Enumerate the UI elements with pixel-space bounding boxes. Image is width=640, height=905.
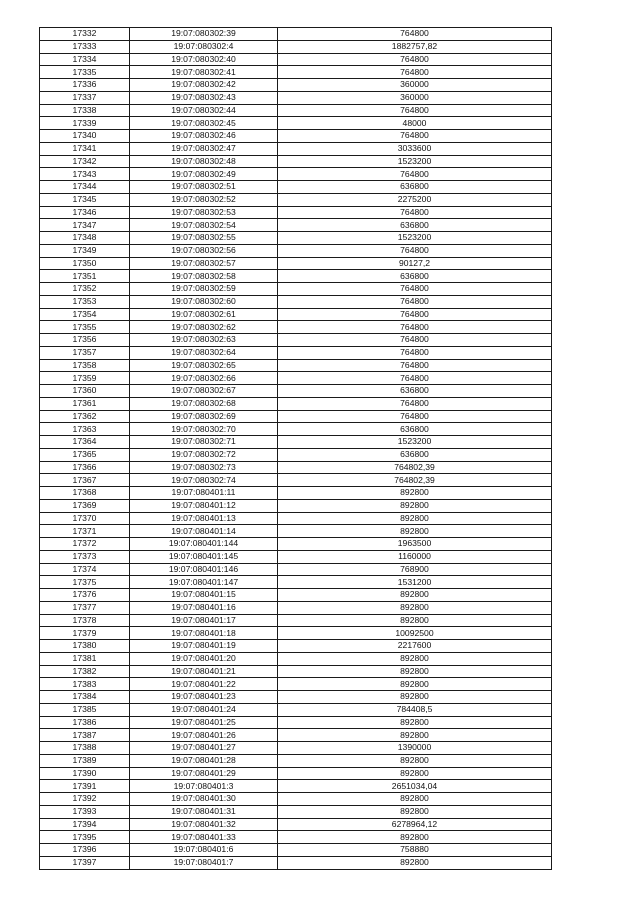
row-number-cell: 17391	[40, 780, 130, 793]
row-number-cell: 17367	[40, 474, 130, 487]
row-number-cell: 17385	[40, 703, 130, 716]
table-body	[40, 28, 552, 870]
cadastral-number-cell: 19:07:080401:29	[130, 767, 278, 780]
value-cell: 892800	[278, 754, 552, 767]
row-number-cell: 17389	[40, 754, 130, 767]
cadastral-number-cell: 19:07:080302:63	[130, 334, 278, 347]
row-number-cell: 17378	[40, 614, 130, 627]
value-cell: 764800	[278, 346, 552, 359]
table-row	[40, 410, 552, 423]
table-row	[40, 716, 552, 729]
cadastral-number-cell: 19:07:080302:52	[130, 193, 278, 206]
value-cell: 764800	[278, 397, 552, 410]
row-number-cell: 17348	[40, 232, 130, 245]
table-row	[40, 244, 552, 257]
row-number-cell: 17340	[40, 130, 130, 143]
value-cell: 48000	[278, 117, 552, 130]
cadastral-number-cell: 19:07:080401:17	[130, 614, 278, 627]
row-number-cell: 17387	[40, 729, 130, 742]
table-row	[40, 53, 552, 66]
row-number-cell: 17344	[40, 181, 130, 194]
row-number-cell: 17395	[40, 831, 130, 844]
value-cell: 10092500	[278, 627, 552, 640]
table-row	[40, 117, 552, 130]
row-number-cell: 17337	[40, 91, 130, 104]
value-cell: 892800	[278, 652, 552, 665]
cadastral-number-cell: 19:07:080401:32	[130, 818, 278, 831]
value-cell: 764802,39	[278, 474, 552, 487]
value-cell: 892800	[278, 767, 552, 780]
cadastral-number-cell: 19:07:080401:15	[130, 589, 278, 602]
cadastral-number-cell: 19:07:080401:20	[130, 652, 278, 665]
table-row	[40, 652, 552, 665]
cadastral-number-cell: 19:07:080302:60	[130, 295, 278, 308]
table-row	[40, 334, 552, 347]
row-number-cell: 17372	[40, 538, 130, 551]
value-cell: 892800	[278, 805, 552, 818]
cadastral-number-cell: 19:07:080401:14	[130, 525, 278, 538]
row-number-cell: 17393	[40, 805, 130, 818]
row-number-cell: 17358	[40, 359, 130, 372]
row-number-cell: 17376	[40, 589, 130, 602]
value-cell: 6278964,12	[278, 818, 552, 831]
cadastral-number-cell: 19:07:080302:66	[130, 372, 278, 385]
row-number-cell: 17338	[40, 104, 130, 117]
row-number-cell: 17352	[40, 283, 130, 296]
cadastral-number-cell: 19:07:080401:23	[130, 691, 278, 704]
value-cell: 892800	[278, 729, 552, 742]
value-cell: 764800	[278, 206, 552, 219]
table-row	[40, 678, 552, 691]
value-cell: 764802,39	[278, 461, 552, 474]
row-number-cell: 17334	[40, 53, 130, 66]
row-number-cell: 17359	[40, 372, 130, 385]
value-cell: 2275200	[278, 193, 552, 206]
cadastral-number-cell: 19:07:080302:53	[130, 206, 278, 219]
cadastral-number-cell: 19:07:080302:54	[130, 219, 278, 232]
row-number-cell: 17356	[40, 334, 130, 347]
value-cell: 892800	[278, 678, 552, 691]
value-cell: 2651034,04	[278, 780, 552, 793]
table-row	[40, 844, 552, 857]
row-number-cell: 17368	[40, 487, 130, 500]
value-cell: 764800	[278, 334, 552, 347]
table-row	[40, 423, 552, 436]
cadastral-number-cell: 19:07:080302:47	[130, 142, 278, 155]
value-cell: 360000	[278, 79, 552, 92]
row-number-cell: 17342	[40, 155, 130, 168]
row-number-cell: 17361	[40, 397, 130, 410]
table-row	[40, 589, 552, 602]
row-number-cell: 17396	[40, 844, 130, 857]
cadastral-number-cell: 19:07:080302:59	[130, 283, 278, 296]
cadastral-number-cell: 19:07:080302:42	[130, 79, 278, 92]
value-cell: 768900	[278, 563, 552, 576]
cadastral-number-cell: 19:07:080401:11	[130, 487, 278, 500]
cadastral-number-cell: 19:07:080302:45	[130, 117, 278, 130]
table-row	[40, 818, 552, 831]
table-row	[40, 499, 552, 512]
row-number-cell: 17350	[40, 257, 130, 270]
cadastral-number-cell: 19:07:080302:74	[130, 474, 278, 487]
value-cell: 1882757,82	[278, 40, 552, 53]
value-cell: 636800	[278, 181, 552, 194]
value-cell: 1390000	[278, 742, 552, 755]
cadastral-number-cell: 19:07:080302:57	[130, 257, 278, 270]
row-number-cell: 17384	[40, 691, 130, 704]
table-row	[40, 372, 552, 385]
cadastral-number-cell: 19:07:080302:67	[130, 385, 278, 398]
row-number-cell: 17380	[40, 640, 130, 653]
table-row	[40, 448, 552, 461]
value-cell: 636800	[278, 219, 552, 232]
table-row	[40, 193, 552, 206]
table-row	[40, 640, 552, 653]
value-cell: 360000	[278, 91, 552, 104]
cadastral-number-cell: 19:07:080302:44	[130, 104, 278, 117]
value-cell: 758880	[278, 844, 552, 857]
table-row	[40, 130, 552, 143]
data-table	[39, 27, 552, 870]
value-cell: 3033600	[278, 142, 552, 155]
cadastral-number-cell: 19:07:080302:41	[130, 66, 278, 79]
value-cell: 636800	[278, 385, 552, 398]
table-row	[40, 538, 552, 551]
table-row	[40, 66, 552, 79]
row-number-cell: 17346	[40, 206, 130, 219]
table-row	[40, 461, 552, 474]
value-cell: 892800	[278, 856, 552, 869]
cadastral-number-cell: 19:07:080302:65	[130, 359, 278, 372]
cadastral-number-cell: 19:07:080401:30	[130, 793, 278, 806]
value-cell: 764800	[278, 130, 552, 143]
cadastral-number-cell: 19:07:080302:56	[130, 244, 278, 257]
cadastral-number-cell: 19:07:080302:71	[130, 436, 278, 449]
cadastral-number-cell: 19:07:080401:28	[130, 754, 278, 767]
cadastral-number-cell: 19:07:080401:145	[130, 550, 278, 563]
value-cell: 1963500	[278, 538, 552, 551]
value-cell: 764800	[278, 359, 552, 372]
value-cell: 892800	[278, 793, 552, 806]
value-cell: 636800	[278, 423, 552, 436]
value-cell: 1523200	[278, 436, 552, 449]
table-row	[40, 181, 552, 194]
cadastral-number-cell: 19:07:080401:33	[130, 831, 278, 844]
table-row	[40, 474, 552, 487]
row-number-cell: 17357	[40, 346, 130, 359]
row-number-cell: 17373	[40, 550, 130, 563]
value-cell: 764800	[278, 28, 552, 41]
table-row	[40, 155, 552, 168]
table-row	[40, 563, 552, 576]
row-number-cell: 17349	[40, 244, 130, 257]
row-number-cell: 17371	[40, 525, 130, 538]
row-number-cell: 17360	[40, 385, 130, 398]
cadastral-number-cell: 19:07:080401:24	[130, 703, 278, 716]
row-number-cell: 17333	[40, 40, 130, 53]
table-row	[40, 346, 552, 359]
value-cell: 764800	[278, 53, 552, 66]
cadastral-number-cell: 19:07:080401:147	[130, 576, 278, 589]
table-row	[40, 601, 552, 614]
row-number-cell: 17381	[40, 652, 130, 665]
cadastral-number-cell: 19:07:080401:25	[130, 716, 278, 729]
row-number-cell: 17362	[40, 410, 130, 423]
cadastral-number-cell: 19:07:080302:46	[130, 130, 278, 143]
table-row	[40, 359, 552, 372]
row-number-cell: 17394	[40, 818, 130, 831]
row-number-cell: 17390	[40, 767, 130, 780]
table-row	[40, 232, 552, 245]
value-cell: 764800	[278, 104, 552, 117]
value-cell: 892800	[278, 487, 552, 500]
table-row	[40, 28, 552, 41]
table-row	[40, 512, 552, 525]
cadastral-number-cell: 19:07:080401:3	[130, 780, 278, 793]
row-number-cell: 17332	[40, 28, 130, 41]
table-row	[40, 283, 552, 296]
cadastral-number-cell: 19:07:080302:73	[130, 461, 278, 474]
row-number-cell: 17397	[40, 856, 130, 869]
row-number-cell: 17392	[40, 793, 130, 806]
cadastral-number-cell: 19:07:080302:70	[130, 423, 278, 436]
value-cell: 636800	[278, 448, 552, 461]
row-number-cell: 17374	[40, 563, 130, 576]
table-row	[40, 550, 552, 563]
table-row	[40, 321, 552, 334]
table-row	[40, 40, 552, 53]
table-row	[40, 754, 552, 767]
cadastral-number-cell: 19:07:080302:51	[130, 181, 278, 194]
table-row	[40, 856, 552, 869]
value-cell: 764800	[278, 168, 552, 181]
cadastral-number-cell: 19:07:080302:72	[130, 448, 278, 461]
row-number-cell: 17386	[40, 716, 130, 729]
cadastral-number-cell: 19:07:080401:7	[130, 856, 278, 869]
cadastral-number-cell: 19:07:080302:49	[130, 168, 278, 181]
table-row	[40, 257, 552, 270]
cadastral-number-cell: 19:07:080401:13	[130, 512, 278, 525]
row-number-cell: 17353	[40, 295, 130, 308]
row-number-cell: 17363	[40, 423, 130, 436]
row-number-cell: 17379	[40, 627, 130, 640]
value-cell: 764800	[278, 66, 552, 79]
cadastral-number-cell: 19:07:080401:18	[130, 627, 278, 640]
cadastral-number-cell: 19:07:080302:4	[130, 40, 278, 53]
table-row	[40, 576, 552, 589]
value-cell: 892800	[278, 831, 552, 844]
cadastral-number-cell: 19:07:080401:19	[130, 640, 278, 653]
row-number-cell: 17351	[40, 270, 130, 283]
row-number-cell: 17341	[40, 142, 130, 155]
row-number-cell: 17345	[40, 193, 130, 206]
cadastral-number-cell: 19:07:080302:58	[130, 270, 278, 283]
value-cell: 764800	[278, 308, 552, 321]
table-row	[40, 780, 552, 793]
table-row	[40, 665, 552, 678]
row-number-cell: 17383	[40, 678, 130, 691]
cadastral-number-cell: 19:07:080302:68	[130, 397, 278, 410]
value-cell: 764800	[278, 372, 552, 385]
row-number-cell: 17335	[40, 66, 130, 79]
cadastral-number-cell: 19:07:080401:6	[130, 844, 278, 857]
cadastral-number-cell: 19:07:080401:27	[130, 742, 278, 755]
value-cell: 892800	[278, 716, 552, 729]
row-number-cell: 17355	[40, 321, 130, 334]
table-row	[40, 397, 552, 410]
value-cell: 892800	[278, 614, 552, 627]
cadastral-number-cell: 19:07:080401:26	[130, 729, 278, 742]
row-number-cell: 17336	[40, 79, 130, 92]
value-cell: 1523200	[278, 155, 552, 168]
value-cell: 1531200	[278, 576, 552, 589]
table-row	[40, 627, 552, 640]
table-row	[40, 767, 552, 780]
cadastral-number-cell: 19:07:080401:31	[130, 805, 278, 818]
value-cell: 764800	[278, 283, 552, 296]
table-row	[40, 104, 552, 117]
table-row	[40, 805, 552, 818]
value-cell: 764800	[278, 321, 552, 334]
value-cell: 892800	[278, 691, 552, 704]
table-row	[40, 614, 552, 627]
table-row	[40, 385, 552, 398]
table-row	[40, 436, 552, 449]
row-number-cell: 17369	[40, 499, 130, 512]
cadastral-number-cell: 19:07:080401:22	[130, 678, 278, 691]
cadastral-number-cell: 19:07:080401:12	[130, 499, 278, 512]
table-row	[40, 270, 552, 283]
value-cell: 784408,5	[278, 703, 552, 716]
table-row	[40, 703, 552, 716]
value-cell: 764800	[278, 410, 552, 423]
cadastral-number-cell: 19:07:080302:40	[130, 53, 278, 66]
table-row	[40, 206, 552, 219]
cadastral-number-cell: 19:07:080302:43	[130, 91, 278, 104]
row-number-cell: 17370	[40, 512, 130, 525]
table-row	[40, 79, 552, 92]
row-number-cell: 17343	[40, 168, 130, 181]
value-cell: 1160000	[278, 550, 552, 563]
table-row	[40, 691, 552, 704]
value-cell: 892800	[278, 525, 552, 538]
row-number-cell: 17354	[40, 308, 130, 321]
value-cell: 892800	[278, 512, 552, 525]
cadastral-number-cell: 19:07:080302:69	[130, 410, 278, 423]
cadastral-number-cell: 19:07:080401:21	[130, 665, 278, 678]
value-cell: 764800	[278, 295, 552, 308]
value-cell: 764800	[278, 244, 552, 257]
table-row	[40, 793, 552, 806]
cadastral-number-cell: 19:07:080302:55	[130, 232, 278, 245]
table-row	[40, 308, 552, 321]
row-number-cell: 17377	[40, 601, 130, 614]
row-number-cell: 17339	[40, 117, 130, 130]
value-cell: 892800	[278, 589, 552, 602]
table-row	[40, 831, 552, 844]
table-row	[40, 525, 552, 538]
value-cell: 892800	[278, 499, 552, 512]
value-cell: 1523200	[278, 232, 552, 245]
cadastral-number-cell: 19:07:080302:39	[130, 28, 278, 41]
row-number-cell: 17375	[40, 576, 130, 589]
value-cell: 892800	[278, 665, 552, 678]
table-row	[40, 742, 552, 755]
value-cell: 636800	[278, 270, 552, 283]
table-row	[40, 295, 552, 308]
cadastral-number-cell: 19:07:080302:61	[130, 308, 278, 321]
cadastral-number-cell: 19:07:080401:146	[130, 563, 278, 576]
value-cell: 90127,2	[278, 257, 552, 270]
table-row	[40, 168, 552, 181]
table-row	[40, 142, 552, 155]
cadastral-number-cell: 19:07:080401:16	[130, 601, 278, 614]
row-number-cell: 17365	[40, 448, 130, 461]
table-row	[40, 729, 552, 742]
cadastral-number-cell: 19:07:080302:48	[130, 155, 278, 168]
value-cell: 892800	[278, 601, 552, 614]
row-number-cell: 17347	[40, 219, 130, 232]
table-row	[40, 219, 552, 232]
cadastral-number-cell: 19:07:080401:144	[130, 538, 278, 551]
table-row	[40, 91, 552, 104]
cadastral-number-cell: 19:07:080302:64	[130, 346, 278, 359]
cadastral-number-cell: 19:07:080302:62	[130, 321, 278, 334]
table-row	[40, 487, 552, 500]
row-number-cell: 17364	[40, 436, 130, 449]
row-number-cell: 17366	[40, 461, 130, 474]
row-number-cell: 17382	[40, 665, 130, 678]
value-cell: 2217600	[278, 640, 552, 653]
row-number-cell: 17388	[40, 742, 130, 755]
